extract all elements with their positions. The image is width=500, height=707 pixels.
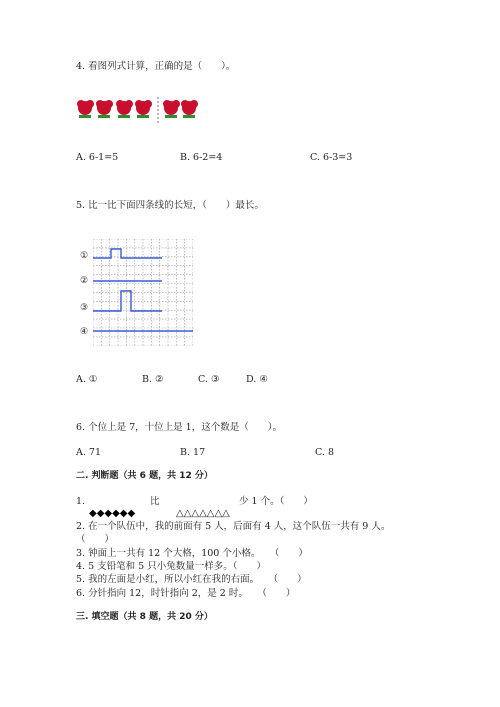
judge-item-5: 5. 我的左面是小红，所以小红在我的右面。 （ ） — [76, 574, 307, 585]
flower-icon — [96, 100, 113, 118]
q5-option-d: D. ④ — [246, 374, 268, 385]
q4-option-a: A. 6-1=5 — [76, 152, 119, 163]
flower-icon — [116, 100, 133, 118]
q5-option-c: C. ③ — [198, 374, 220, 385]
q6-option-c: C. 8 — [315, 447, 335, 458]
line-grid-figure — [93, 239, 193, 346]
judge-item-1-bi: 比 — [150, 496, 160, 507]
flower-picture — [76, 96, 198, 124]
q5-option-a: A. ① — [76, 374, 98, 385]
section2-title: 二. 判断题（共 6 题，共 12 分） — [76, 471, 213, 481]
line-label-1: ① — [80, 251, 89, 261]
flower-icon — [77, 100, 94, 118]
q6-stem: 6. 个位上是 7，十位上是 1，这个数是（ ）。 — [76, 422, 282, 433]
flower-icon — [181, 100, 198, 118]
line-label-3: ③ — [80, 303, 89, 313]
q4-option-b: B. 6-2=4 — [180, 152, 223, 163]
judge-item-1-rest: 少 1 个。（ ） — [239, 496, 313, 507]
judge-item-2-line1: 2. 在一个队伍中，我的前面有 5 人，后面有 4 人，这个队伍一共有 9 人。 — [76, 521, 391, 532]
judge-item-4: 4. 5 支铅笔和 5 只小兔数量一样多。（ ） — [76, 561, 266, 572]
q6-option-a: A. 71 — [76, 447, 101, 458]
q5-option-b: B. ② — [142, 374, 164, 385]
judge-item-1-number: 1. — [76, 496, 86, 507]
q6-option-b: B. 17 — [180, 447, 206, 458]
flower-icon — [135, 100, 152, 118]
line-label-4: ④ — [80, 327, 89, 337]
q5-stem: 5. 比一比下面四条线的长短，（ ）最长。 — [76, 200, 264, 211]
section3-title: 三. 填空题（共 8 题，共 20 分） — [76, 612, 213, 622]
judge-item-2-line2: （ ） — [76, 534, 115, 545]
triangle-shapes: △△△△△△△ — [176, 508, 230, 519]
q4-option-c: C. 6-3=3 — [310, 152, 353, 163]
line-label-2: ② — [80, 276, 89, 286]
flower-icon — [163, 100, 180, 118]
judge-item-6: 6. 分针指向 12，时针指向 2，是 2 时。 （ ） — [76, 588, 296, 599]
q4-stem: 4. 看图列式计算，正确的是（ ）。 — [76, 61, 236, 72]
judge-item-3: 3. 钟面上一共有 12 个大格，100 个小格。 （ ） — [76, 548, 308, 559]
diamond-shapes: ◆◆◆◆◆◆ — [89, 508, 136, 519]
